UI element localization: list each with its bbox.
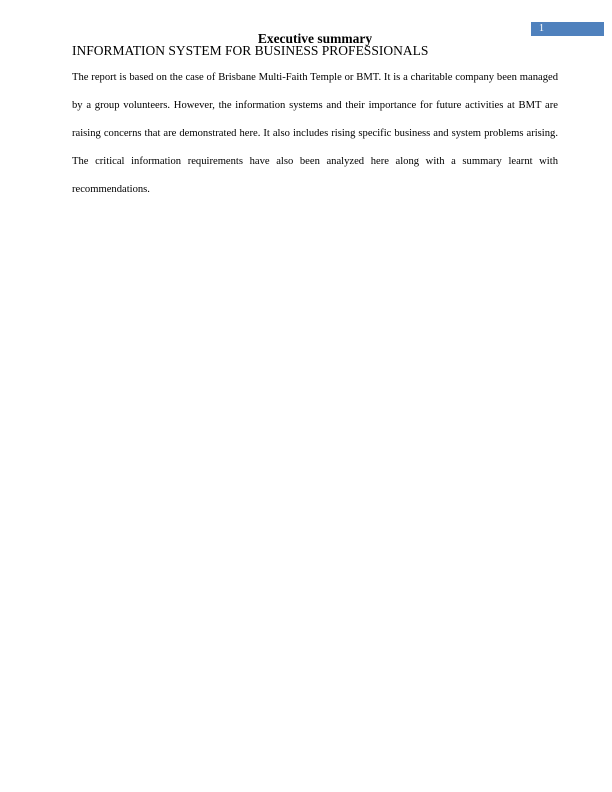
executive-summary-paragraph: The report is based on the case of Brisbane Multi-Faith Temple or BMT. It is a charitable company been managed by a group volunteers. However, the information systems and their importance for future activities at BMT are raising concerns that are demonstrated here. It also includes rising specific business and system problems arising. The critical information requirements have also been analyzed here along with a summary learnt with recommendations.	[72, 72, 558, 195]
section-heading: Executive summary	[257, 31, 373, 46]
running-header-title: INFORMATION SYSTEM FOR BUSINESS PROFESSIONALS	[72, 43, 429, 58]
page-number: 1	[539, 23, 544, 34]
